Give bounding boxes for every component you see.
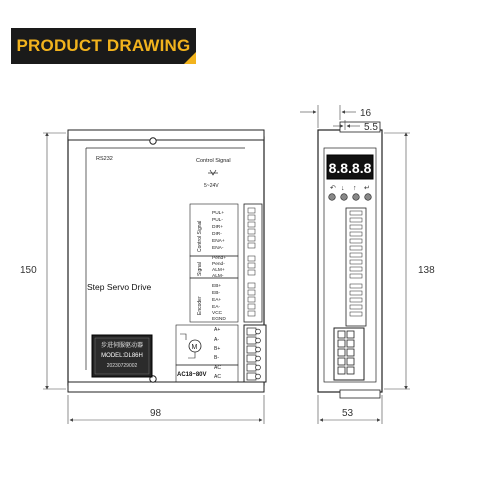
pin-label: EA-	[212, 305, 220, 310]
pin-label: DIR+	[212, 225, 224, 230]
side-view	[318, 122, 382, 398]
pin-label: DIR-	[212, 232, 222, 237]
button-up	[353, 194, 360, 201]
pin-label: EB-	[212, 291, 220, 296]
back-icon: ↶	[330, 185, 336, 192]
pin-label: ALM-	[212, 274, 224, 279]
button-enter	[365, 194, 372, 201]
dim-height: 150	[20, 265, 37, 276]
power-label: AC18~80V	[177, 372, 207, 378]
motor-symbol-label: M	[191, 344, 198, 351]
side-terminal-pins	[350, 211, 362, 316]
led-digits: 8.8.8.8	[328, 160, 372, 176]
pin-label: AC	[214, 365, 221, 371]
rs232-label: RS232	[96, 156, 113, 162]
page-title: PRODUCT DRAWING	[16, 36, 191, 55]
nameplate-chinese: 步进伺服驱动器	[100, 343, 144, 349]
pin-label: A+	[214, 327, 221, 333]
pin-label: VCC	[212, 311, 223, 316]
bottom-flange	[68, 382, 264, 392]
pin-label: B-	[214, 355, 219, 361]
group-label-signal: Signal	[197, 262, 203, 276]
side-bottom-cap	[340, 390, 380, 398]
group-label-control: Control Signal	[197, 220, 203, 252]
pin-label: A-	[214, 337, 219, 343]
mount-hole-top	[150, 138, 156, 144]
pin-label: PUL+	[212, 211, 225, 216]
button-down	[341, 194, 348, 201]
top-flange	[68, 130, 264, 140]
dim-side-height: 138	[418, 265, 435, 276]
control-signal-title: Control Signal	[196, 158, 231, 164]
nameplate-model: MODEL:DL86H	[101, 353, 143, 359]
pin-label: EGND	[212, 317, 226, 322]
dim-top-gap: 5.5	[364, 122, 378, 133]
pin-label: PUL-	[212, 218, 223, 223]
dim-depth: 53	[342, 408, 354, 419]
pin-label: ALM+	[212, 268, 225, 273]
pin-label: B+	[214, 346, 221, 352]
pin-label: EB+	[212, 284, 222, 289]
nameplate-serial: 20230729002	[106, 363, 138, 369]
down-arrow-icon: ↓	[341, 185, 345, 192]
enter-icon: ↵	[364, 185, 370, 192]
up-arrow-icon: ↑	[353, 185, 357, 192]
dim-top-offset: 16	[360, 108, 372, 119]
group-label-encoder: Encoder	[197, 296, 203, 315]
pin-label: Pend+	[212, 256, 227, 261]
voltage-label: 5~24V	[204, 183, 219, 189]
dim-width: 98	[150, 408, 162, 419]
pin-label: Pend-	[212, 262, 225, 267]
pin-label: ENA+	[212, 239, 225, 244]
product-name: Step Servo Drive	[87, 282, 152, 292]
button-back	[329, 194, 336, 201]
pin-label: EA+	[212, 298, 222, 303]
front-view	[68, 130, 266, 392]
pin-label: AC	[214, 374, 221, 380]
pin-label: ENA-	[212, 246, 224, 251]
